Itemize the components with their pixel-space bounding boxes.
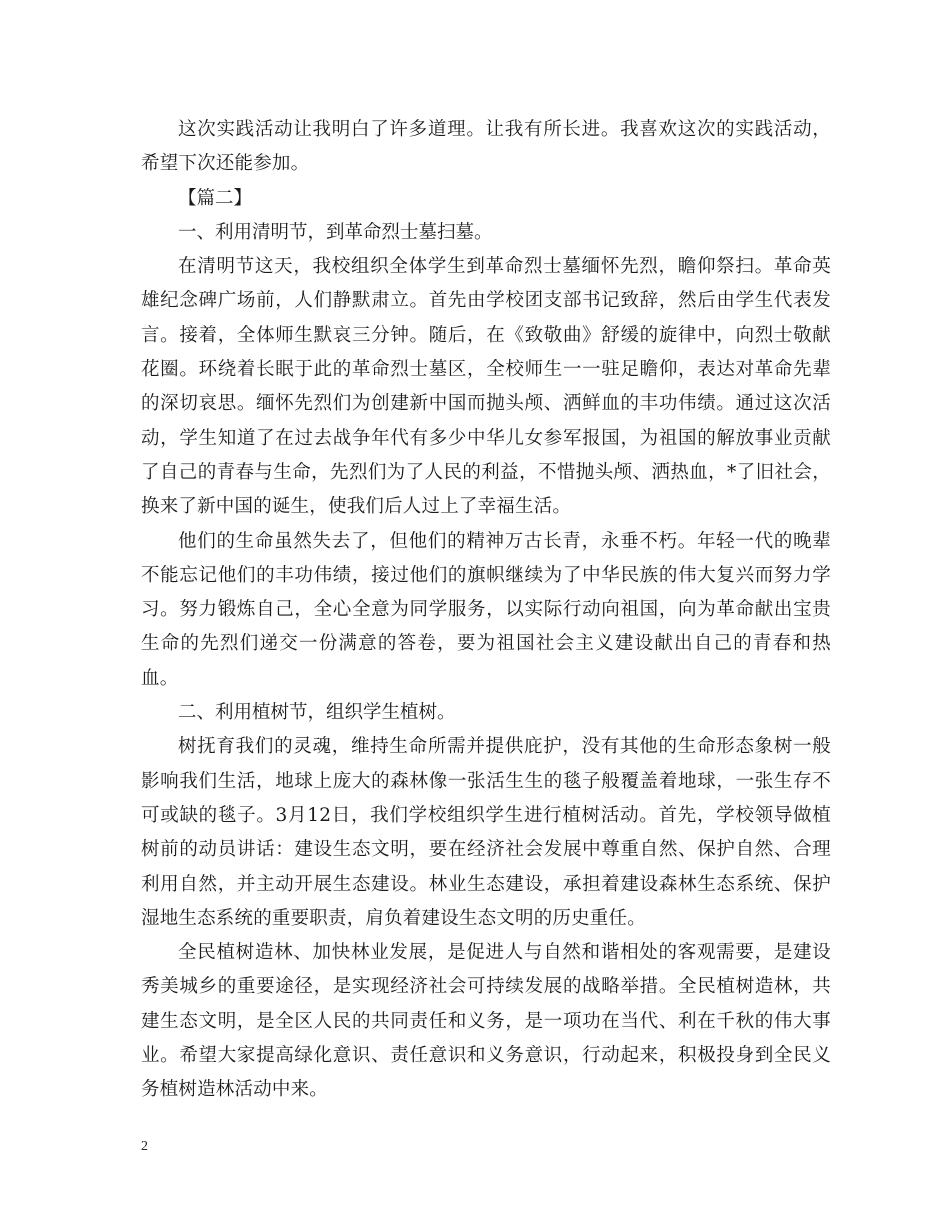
paragraph-conclusion: 这次实践活动让我明白了许多道理。让我有所长进。我喜欢这次的实践活动，希望下次还能参加。 — [141, 119, 831, 175]
page-number: 2 — [141, 1139, 148, 1154]
document-body — [141, 113, 831, 1108]
paragraph-national-planting: 全民植树造林、加快林业发展，是促进人与自然和谐相处的客观需要，是建设秀美城乡的重要途径，是实现经济社会可持续发展的战略举措。全民植树造林，共建生态文明，是全区人民的共同责任和义务，是一项功在当代、利在千秋的伟大事业。希望大家提高绿化意识、责任意识和义务意识，行动起来，积极投身到全民义务植树造林活动中来。 — [141, 942, 831, 1101]
paragraph-martyrs-spirit: 他们的生命虽然失去了，但他们的精神万古长青，永垂不朽。年轻一代的晚辈不能忘记他们的丰功伟绩，接过他们的旗帜继续为了中华民族的伟大复兴而努力学习。努力锻炼自己，全心全意为同学服务，以实际行动向祖国，向为革命献出宝贵生命的先烈们递交一份满意的答卷，要为祖国社会主义建设献出自己的青春和热血。 — [141, 530, 831, 689]
paragraph-tree-planting: 树抚育我们的灵魂，维持生命所需并提供庇护，没有其他的生命形态象树一般影响我们生活，地球上庞大的森林像一张活生生的毯子般覆盖着地球，一张生存不可或缺的毯子。3月12日，我们学校组织学生进行植树活动。首先，学校领导做植树前的动员讲话：建设生态文明，要在经济社会发展中尊重自然、保护自然、合理利用自然，并主动开展生态建设。林业生态建设，承担着建设森林生态系统、保护湿地生态系统的重要职责，肩负着建设生态文明的历史重任。 — [141, 736, 831, 929]
paragraph-qingming-activity: 在清明节这天，我校组织全体学生到革命烈士墓缅怀先烈，瞻仰祭扫。革命英雄纪念碑广场前，人们静默肃立。首先由学校团支部书记致辞，然后由学生代表发言。接着，全体师生默哀三分钟。随后，在《致敬曲》舒缓的旋律中，向烈士敬献花圈。环绕着长眠于此的革命烈士墓区，全校师生一一驻足瞻仰，表达对革命先辈的深切哀思。缅怀先烈们为创建新中国而抛头颅、洒鲜血的丰功伟绩。通过这次活动，学生知道了在过去战争年代有多少中华儿女参军报国，为祖国的解放事业贡献了自己的青春与生命，先烈们为了人民的利益，不惜抛头颅、洒热血，*了旧社会，换来了新中国的诞生，使我们后人过上了幸福生活。 — [141, 256, 831, 518]
subheading-arbor-day: 二、利用植树节，组织学生植树。 — [178, 702, 456, 724]
section-heading-part-two: 【篇二】 — [178, 187, 253, 209]
subheading-qingming: 一、利用清明节，到革命烈士墓扫墓。 — [178, 221, 493, 243]
